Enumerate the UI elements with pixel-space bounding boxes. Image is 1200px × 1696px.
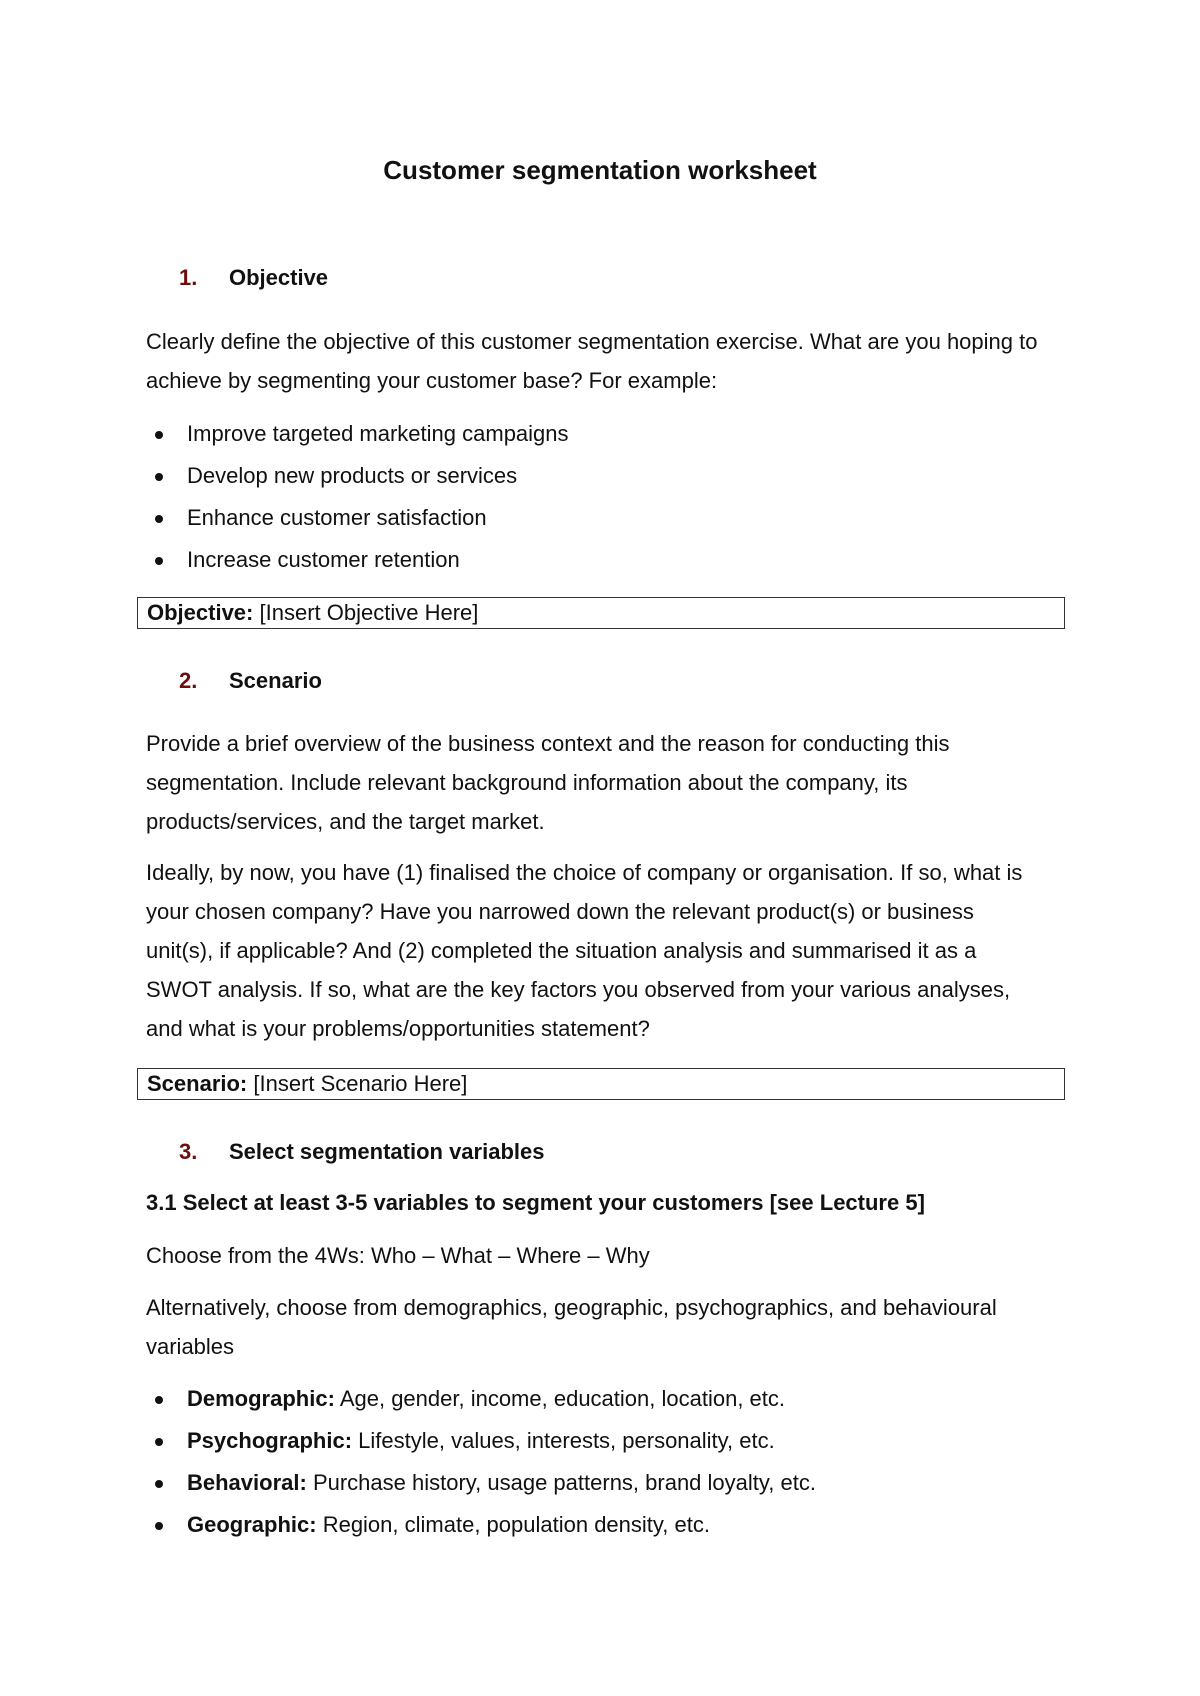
section-title: Select segmentation variables	[229, 1139, 545, 1164]
bullet-icon	[155, 473, 163, 481]
variables-paragraph-2: Alternatively, choose from demographics, geographic, psychographics, and behavioural variables	[146, 1295, 997, 1359]
objective-input-box[interactable]	[137, 597, 1065, 629]
section-number: 1.	[179, 265, 198, 290]
bullet-icon	[155, 1438, 163, 1446]
objective-intro: Clearly define the objective of this customer segmentation exercise. What are you hoping to achieve by segmenting your customer base? For example:	[146, 329, 1038, 393]
section-heading-scenario	[179, 667, 322, 695]
section-title: Scenario	[229, 668, 322, 693]
bullet-icon	[155, 515, 163, 523]
subsection-heading: 3.1 Select at least 3-5 variables to segment your customers [see Lecture 5]	[146, 1190, 925, 1215]
scenario-box-value: [Insert Scenario Here]	[253, 1071, 468, 1096]
list-item: Enhance customer satisfaction	[146, 497, 569, 539]
list-item: Develop new products or services	[146, 455, 569, 497]
bullet-icon	[155, 1480, 163, 1488]
scenario-input-box[interactable]	[137, 1068, 1065, 1100]
list-item: Geographic: Region, climate, population density, etc.	[146, 1504, 816, 1546]
variables-list	[146, 1378, 816, 1546]
bullet-icon	[155, 431, 163, 439]
list-item: Improve targeted marketing campaigns	[146, 413, 569, 455]
bullet-icon	[155, 1522, 163, 1530]
page-title: Customer segmentation worksheet	[383, 155, 817, 185]
scenario-box-label: Scenario:	[147, 1071, 248, 1096]
objective-box-label: Objective:	[147, 600, 254, 625]
bullet-icon	[155, 1396, 163, 1404]
list-item: Behavioral: Purchase history, usage patterns, brand loyalty, etc.	[146, 1462, 816, 1504]
objective-box-value: [Insert Objective Here]	[259, 600, 479, 625]
section-number: 3.	[179, 1139, 198, 1164]
objective-examples-list	[146, 413, 569, 581]
section-title: Objective	[229, 265, 329, 290]
list-item: Psychographic: Lifestyle, values, interests, personality, etc.	[146, 1420, 816, 1462]
variables-paragraph-1: Choose from the 4Ws: Who – What – Where – Why	[146, 1243, 650, 1268]
section-heading-objective	[179, 264, 328, 292]
section-heading-variables	[179, 1138, 544, 1166]
bullet-icon	[155, 557, 163, 565]
list-item: Increase customer retention	[146, 539, 569, 581]
section-number: 2.	[179, 668, 198, 693]
scenario-paragraph-1: Provide a brief overview of the business context and the reason for conducting this segmentation. Include relevant background information about the company, its products/services, and the target market.	[146, 731, 950, 834]
scenario-paragraph-2: Ideally, by now, you have (1) finalised the choice of company or organisation. If so, what is your chosen company? Have you narrowed down the relevant product(s) or business unit(s), if applicable? And (2) completed the situation analysis and summarised it as a SWOT analysis. If so, what are the key factors you observed from your various analyses, and what is your problems/opportunities statement?	[146, 860, 1023, 1041]
list-item: Demographic: Age, gender, income, education, location, etc.	[146, 1378, 816, 1420]
